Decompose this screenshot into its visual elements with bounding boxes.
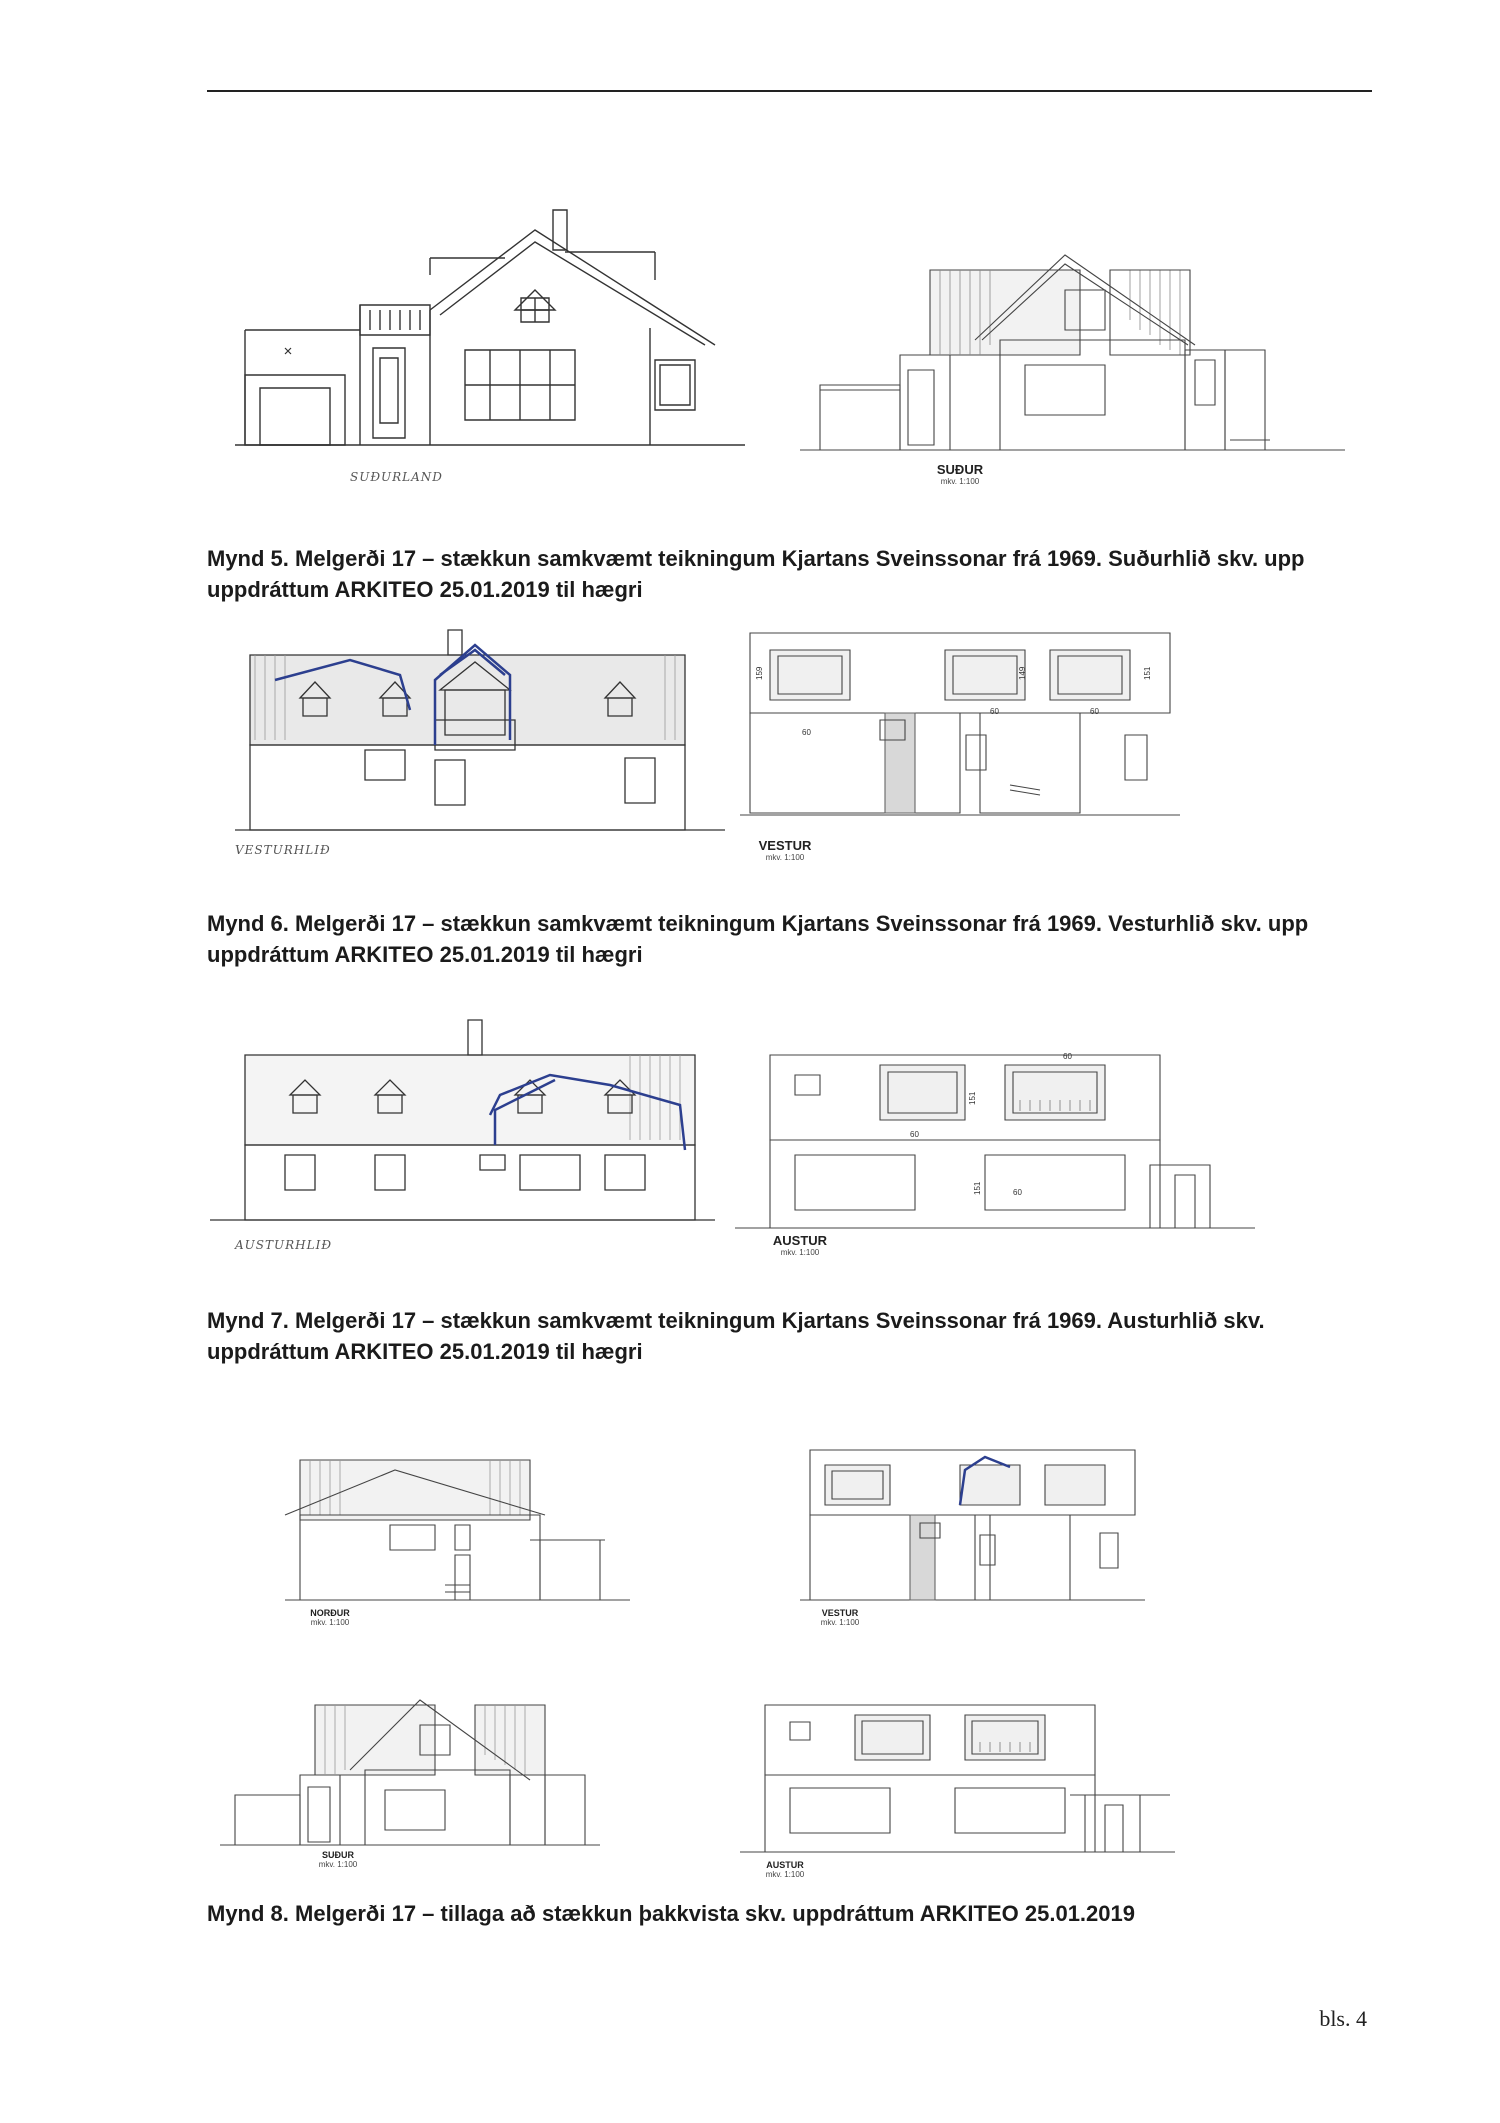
mynd5-left-south-elevation-sketch (235, 200, 745, 455)
mynd6-dim-159: 159 (755, 666, 764, 680)
mynd7-right-east-elevation (735, 1045, 1255, 1235)
mynd8-east-label (750, 1860, 820, 1879)
mynd5-right-south-elevation (800, 250, 1345, 455)
mynd7-caption: Mynd 7. Melgerði 17 – stækkun samkvæmt teikningum Kjartans Sveinssonar frá 1969. Austurhlið skv. uppdráttum ARKITEO 25.01.2019 til hægri (207, 1308, 1265, 1364)
mynd6-dim-149: 149 (1018, 666, 1027, 680)
mynd8-west-label (805, 1608, 875, 1627)
mynd5-right-label (920, 462, 1000, 486)
mynd7-dim-60-a: 60 (1063, 1052, 1072, 1061)
mynd6-right-west-elevation (740, 625, 1180, 820)
mynd7-right-scale: mkv. 1:100 (780, 1248, 820, 1257)
mynd8-south-label (303, 1850, 373, 1869)
mynd6-right-scale: mkv. 1:100 (765, 853, 805, 862)
mynd8-caption: Mynd 8. Melgerði 17 – tillaga að stækkun þakkvista skv. uppdráttum ARKITEO 25.01.2019 (207, 1901, 1135, 1926)
mynd6-dim-60-c: 60 (1090, 707, 1099, 716)
mynd8-south-label-text: SUÐUR (321, 1850, 354, 1860)
mynd6-left-west-elevation-sketch (235, 620, 725, 840)
mynd8-north-scale: mkv. 1:100 (310, 1618, 350, 1627)
mynd8-north-elevation (285, 1455, 630, 1605)
mynd8-east-label-text: AUSTUR (766, 1860, 804, 1870)
mynd8-south-elevation (220, 1695, 600, 1850)
mynd8-west-scale: mkv. 1:100 (820, 1618, 860, 1627)
mynd6-left-label: VESTURHLIÐ (235, 843, 331, 857)
header-rule (207, 90, 1372, 92)
mynd7-dim-60-c: 60 (1013, 1188, 1022, 1197)
mynd7-dim-151-b: 151 (973, 1181, 982, 1195)
mynd8-east-elevation (740, 1700, 1175, 1860)
mynd7-left-label: AUSTURHLIÐ (235, 1238, 333, 1252)
mynd8-west-label-text: VESTUR (821, 1608, 859, 1618)
mynd7-left-east-elevation-sketch (210, 1015, 715, 1230)
mynd6-caption: Mynd 6. Melgerði 17 – stækkun samkvæmt teikningum Kjartans Sveinssonar frá 1969. Vesturhlið skv. upp uppdráttum ARKITEO 25.01.2019 til hægri (207, 911, 1309, 967)
mynd8-south-scale: mkv. 1:100 (318, 1860, 358, 1869)
mynd8-east-scale: mkv. 1:100 (765, 1870, 805, 1879)
mynd7-right-label (760, 1233, 840, 1257)
mynd7-dim-60-b: 60 (910, 1130, 919, 1139)
mynd6-dim-60-a: 60 (802, 728, 811, 737)
mynd6-right-label (745, 838, 825, 862)
mynd5-caption: Mynd 5. Melgerði 17 – stækkun samkvæmt teikningum Kjartans Sveinssonar frá 1969. Suðurhlið skv. upp uppdráttum ARKITEO 25.01.2019 til hægri (207, 546, 1305, 602)
mynd8-west-elevation (800, 1445, 1145, 1605)
mynd6-dim-60-b: 60 (990, 707, 999, 716)
mynd8-north-label-text: NORÐUR (310, 1608, 350, 1618)
mynd5-left-label: SUÐURLAND (350, 470, 443, 484)
page-number: bls. 4 (1319, 2006, 1367, 2031)
mynd7-right-label-text: AUSTUR (772, 1233, 828, 1248)
mynd5-right-scale: mkv. 1:100 (940, 477, 980, 486)
mynd7-dim-151-a: 151 (968, 1091, 977, 1105)
mynd5-right-label-text: SUÐUR (936, 462, 984, 477)
mynd6-dim-151: 151 (1143, 666, 1152, 680)
mynd8-north-label (295, 1608, 365, 1627)
mynd6-right-label-text: VESTUR (758, 838, 812, 853)
